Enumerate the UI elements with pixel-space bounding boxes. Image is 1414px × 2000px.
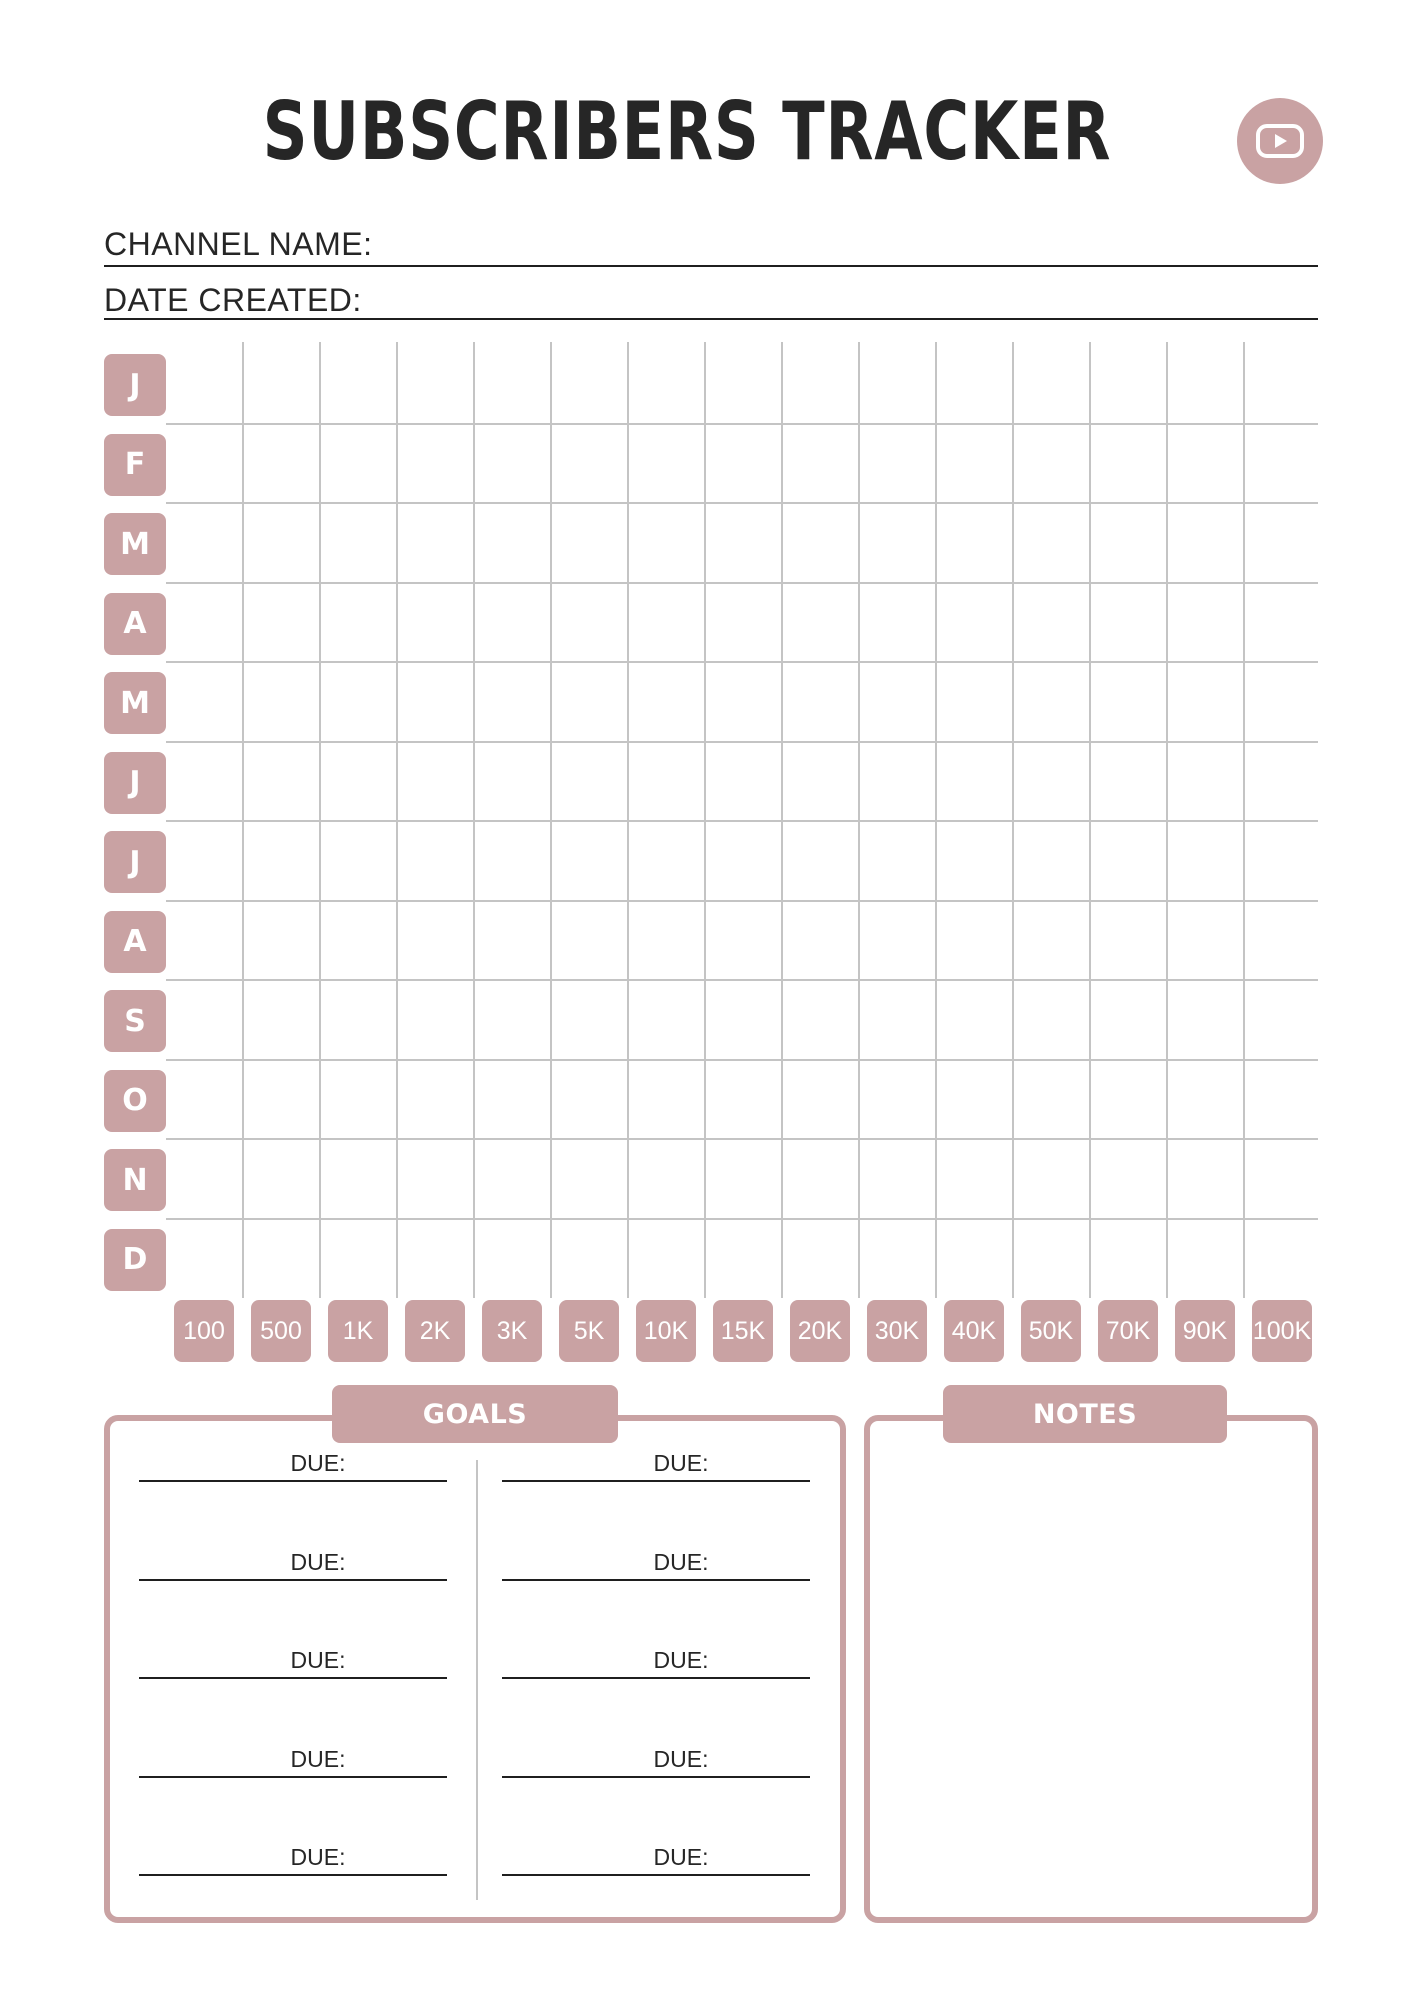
grid-column-line (781, 342, 783, 1298)
grid-row-line (166, 1218, 1318, 1220)
grid-row-line (166, 423, 1318, 425)
grid-column-line (1243, 342, 1245, 1298)
month-label: O (104, 1070, 166, 1132)
milestone-label: 2K (405, 1300, 465, 1362)
month-label: N (104, 1149, 166, 1211)
goals-divider (476, 1460, 478, 1900)
milestone-label: 20K (790, 1300, 850, 1362)
goal-line[interactable] (139, 1579, 447, 1581)
milestone-label: 50K (1021, 1300, 1081, 1362)
goal-due-label: DUE: (653, 1745, 709, 1772)
month-label: J (104, 752, 166, 814)
goal-line[interactable] (139, 1874, 447, 1876)
goals-title: GOALS (332, 1385, 618, 1443)
month-label: M (104, 672, 166, 734)
goal-line[interactable] (139, 1480, 447, 1482)
goal-due-label: DUE: (290, 1745, 346, 1772)
grid-row-line (166, 1059, 1318, 1061)
goal-due-label: DUE: (653, 1647, 709, 1673)
milestone-label: 40K (944, 1300, 1004, 1362)
milestone-label: 100 (174, 1300, 234, 1362)
grid-column-line (1012, 342, 1014, 1298)
grid-row-line (166, 741, 1318, 743)
goal-line[interactable] (502, 1874, 810, 1876)
goal-due-label: DUE: (653, 1844, 709, 1870)
channel-name-field[interactable] (104, 265, 1318, 267)
goal-due-label: DUE: (290, 1548, 346, 1575)
grid-row-line (166, 820, 1318, 822)
goal-line[interactable] (139, 1677, 447, 1679)
grid-row-line (166, 502, 1318, 504)
notes-panel[interactable] (864, 1415, 1318, 1923)
grid-column-line (550, 342, 552, 1298)
youtube-play-icon (1256, 124, 1304, 158)
grid-column-line (473, 342, 475, 1298)
milestone-label: 10K (636, 1300, 696, 1362)
milestone-label: 3K (482, 1300, 542, 1362)
milestone-label: 1K (328, 1300, 388, 1362)
page-title: SUBSCRIBERS TRACKER (262, 85, 1112, 178)
date-created-field[interactable] (104, 318, 1318, 320)
youtube-badge (1237, 98, 1323, 184)
grid-column-line (1166, 342, 1168, 1298)
goal-line[interactable] (502, 1480, 810, 1482)
channel-name-label: CHANNEL NAME: (104, 226, 373, 262)
grid-row-line (166, 582, 1318, 584)
notes-title: NOTES (943, 1385, 1227, 1443)
goal-due-label: DUE: (290, 1844, 346, 1870)
grid-column-line (242, 342, 244, 1298)
month-label: F (104, 434, 166, 496)
goal-line[interactable] (139, 1776, 447, 1778)
month-label: J (104, 354, 166, 416)
goal-due-label: DUE: (290, 1647, 346, 1673)
goal-line[interactable] (502, 1677, 810, 1679)
grid-row-line (166, 1138, 1318, 1140)
grid-column-line (704, 342, 706, 1298)
grid-column-line (627, 342, 629, 1298)
grid-column-line (396, 342, 398, 1298)
grid-row-line (166, 900, 1318, 902)
grid-row-line (166, 979, 1318, 981)
date-created-label: DATE CREATED: (104, 282, 362, 318)
goal-line[interactable] (502, 1776, 810, 1778)
goal-due-label: DUE: (653, 1548, 709, 1575)
milestone-label: 100K (1252, 1300, 1312, 1362)
goal-due-label: DUE: (653, 1450, 709, 1476)
grid-row-line (166, 661, 1318, 663)
month-label: A (104, 911, 166, 973)
milestone-label: 500 (251, 1300, 311, 1362)
goal-line[interactable] (502, 1579, 810, 1581)
month-label: M (104, 513, 166, 575)
month-label: S (104, 990, 166, 1052)
grid-column-line (858, 342, 860, 1298)
milestone-label: 15K (713, 1300, 773, 1362)
milestone-label: 5K (559, 1300, 619, 1362)
goal-due-label: DUE: (290, 1450, 346, 1476)
milestone-label: 30K (867, 1300, 927, 1362)
grid-column-line (1089, 342, 1091, 1298)
month-label: D (104, 1229, 166, 1291)
month-label: J (104, 831, 166, 893)
milestone-label: 90K (1175, 1300, 1235, 1362)
grid-column-line (319, 342, 321, 1298)
month-label: A (104, 593, 166, 655)
grid-column-line (935, 342, 937, 1298)
milestone-label: 70K (1098, 1300, 1158, 1362)
